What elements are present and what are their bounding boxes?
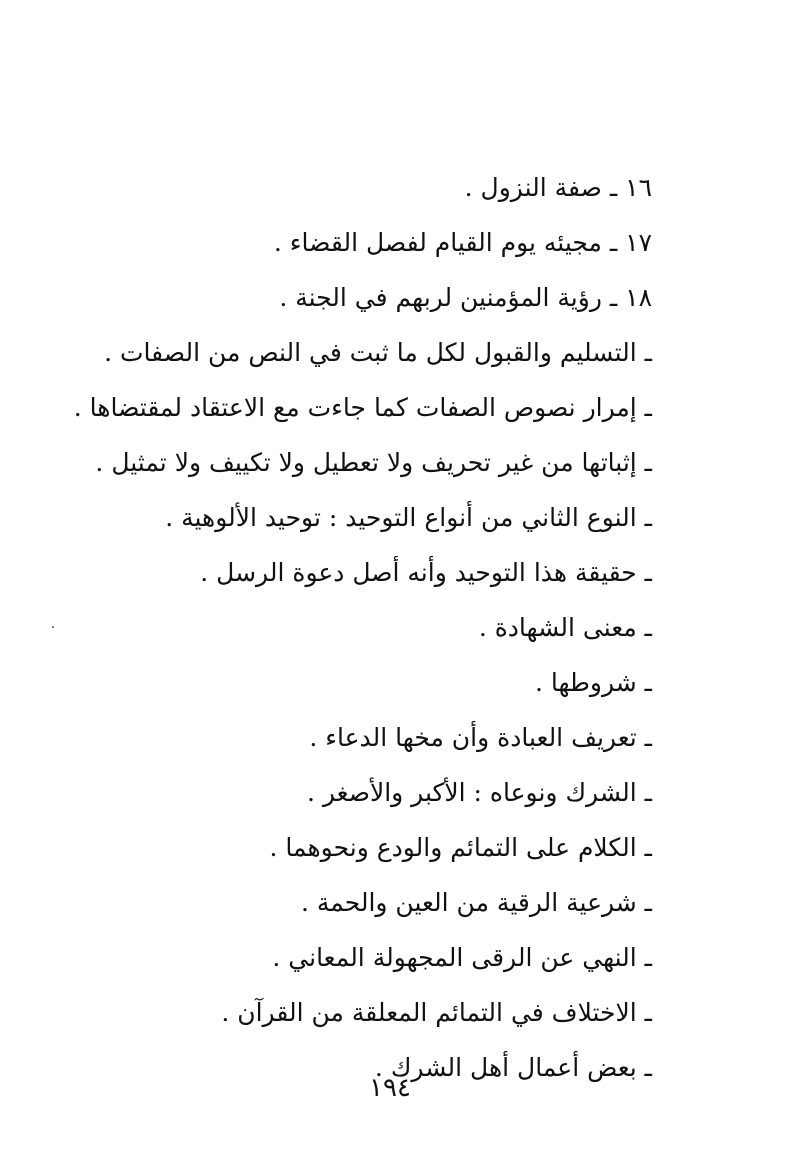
content-line: ـ شرعية الرقية من العين والحمة . (300, 888, 652, 917)
scan-speck (52, 626, 54, 628)
content-list (73, 160, 652, 1095)
content-line: ١٨ ـ رؤية المؤمنين لربهم في الجنة . (279, 283, 652, 312)
content-line: ـ تعريف العبادة وأن مخها الدعاء . (309, 723, 652, 752)
content-line: ـ حقيقة هذا التوحيد وأنه أصل دعوة الرسل . (200, 558, 652, 587)
content-line: ـ النهي عن الرقى المجهولة المعاني . (272, 943, 652, 972)
content-line: ـ بعض أعمال أهل الشرك . (374, 1053, 652, 1082)
content-line: ـ الاختلاف في التمائم المعلقة من القرآن . (221, 998, 652, 1027)
content-line: ـ معنى الشهادة . (478, 613, 652, 642)
content-line: ـ الشرك ونوعاه : الأكبر والأصغر . (306, 778, 652, 807)
page-number: ١٩٤ (369, 1073, 411, 1103)
content-line: ـ إثباتها من غير تحريف ولا تعطيل ولا تكييف ولا تمثيل . (95, 448, 652, 477)
content-line: ١٦ ـ صفة النزول . (464, 173, 652, 202)
content-line: ـ النوع الثاني من أنواع التوحيد : توحيد الألوهية . (165, 503, 652, 532)
content-line: ١٧ ـ مجيئه يوم القيام لفصل القضاء . (273, 228, 652, 257)
content-line: ـ التسليم والقبول لكل ما ثبت في النص من الصفات . (104, 338, 652, 367)
content-line: ـ الكلام على التمائم والودع ونحوهما . (269, 833, 652, 862)
content-line: ـ إمرار نصوص الصفات كما جاءت مع الاعتقاد لمقتضاها . (73, 393, 652, 422)
content-line: ـ شروطها . (534, 668, 652, 697)
